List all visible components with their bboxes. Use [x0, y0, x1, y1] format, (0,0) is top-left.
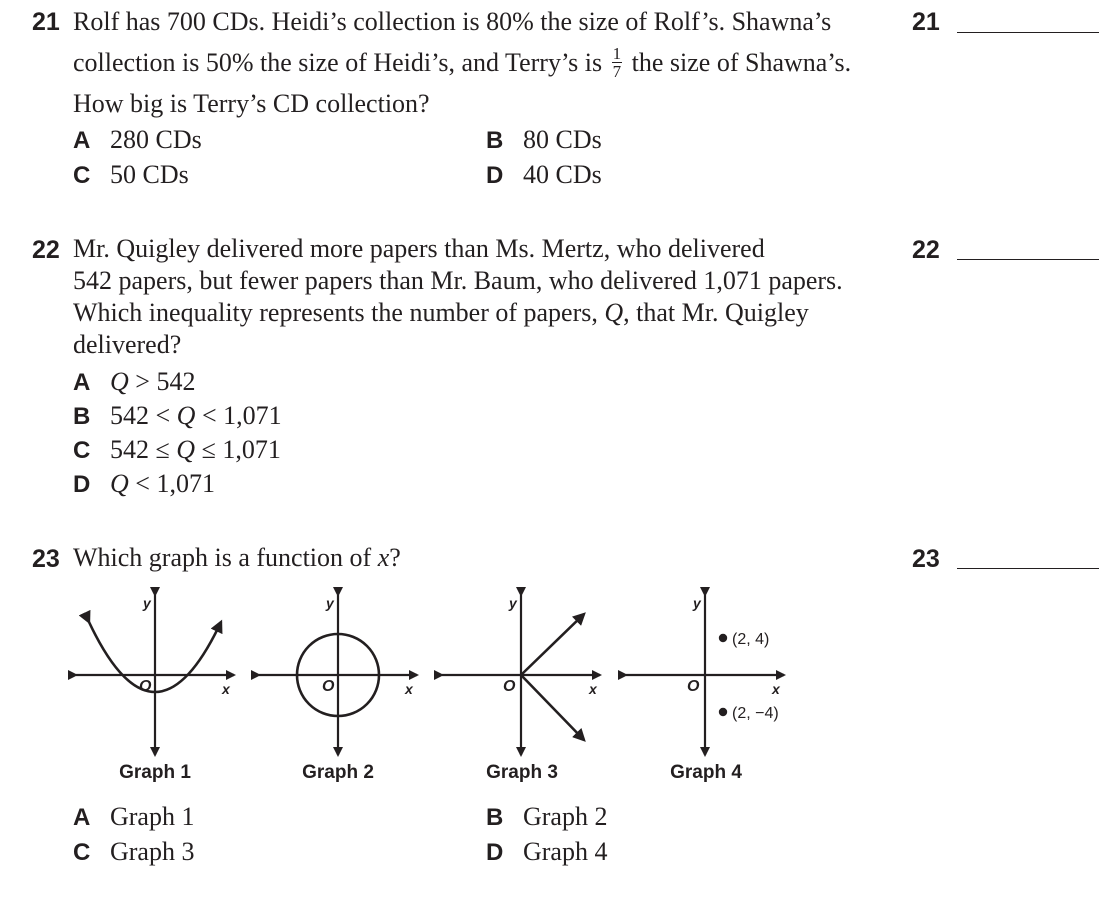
question-23-choice-c[interactable] — [73, 837, 194, 867]
question-22-choice-a[interactable] — [73, 367, 195, 397]
choice-post: ≤ 1,071 — [195, 435, 281, 464]
question-21-stem-text-b: the size of Shawna’s. — [631, 48, 852, 77]
question-23-choice-b[interactable] — [486, 802, 607, 832]
graph-4-origin-label: O — [687, 678, 700, 695]
choice-text: Graph 3 — [110, 837, 195, 866]
choice-letter: B — [486, 804, 504, 831]
variable-x: x — [377, 543, 390, 572]
graph-4-point-lower — [719, 708, 727, 716]
choice-letter: B — [73, 403, 91, 430]
question-23-number: 23 — [32, 545, 60, 573]
answer-number-21: 21 — [912, 8, 940, 36]
choice-var: Q — [110, 367, 129, 396]
choice-letter: A — [73, 804, 91, 831]
choice-post: < 1,071 — [195, 401, 282, 430]
choice-text: 40 CDs — [523, 160, 602, 189]
choice-letter: A — [73, 369, 91, 396]
graph-3-plot — [442, 595, 600, 755]
question-22-stem-line-4: delivered? — [73, 330, 182, 359]
question-22-choice-b[interactable] — [73, 401, 282, 431]
question-22-number: 22 — [32, 236, 60, 264]
question-22-stem-text-a: Which inequality represents the number of papers, — [73, 298, 598, 327]
answer-line-21[interactable] — [957, 32, 1099, 33]
graph-2-label: Graph 2 — [302, 762, 374, 783]
graph-2-y-label: y — [326, 595, 334, 611]
graph-2-plot — [259, 595, 417, 755]
question-21-stem-line-3: How big is Terry’s CD collection? — [73, 89, 430, 118]
choice-letter: D — [486, 162, 504, 189]
variable-q: Q — [604, 298, 624, 327]
question-21-choice-d[interactable] — [486, 160, 602, 190]
choice-letter: A — [73, 127, 91, 154]
graph-1-y-label: y — [143, 595, 151, 611]
graph-2-x-label: x — [405, 681, 413, 697]
question-21-choice-a[interactable] — [73, 125, 202, 155]
question-23-choice-a[interactable] — [73, 802, 194, 832]
graph-3-label: Graph 3 — [486, 762, 558, 783]
choice-var: Q — [110, 469, 129, 498]
graph-2-origin-label: O — [322, 678, 335, 695]
choice-text: Graph 1 — [110, 802, 195, 831]
graph-4-label: Graph 4 — [670, 762, 742, 783]
choice-post: > 542 — [128, 367, 196, 396]
question-22-choice-d[interactable] — [73, 469, 215, 499]
graph-4-plot — [626, 595, 784, 755]
question-22-stem-line-1: Mr. Quigley delivered more papers than Ms. Mertz, who delivered — [73, 234, 765, 263]
question-23-choice-d[interactable] — [486, 837, 607, 867]
graph-1-origin-label: O — [139, 678, 152, 695]
choice-letter: D — [73, 471, 91, 498]
question-22-stem-text-b: , that Mr. Quigley — [623, 298, 809, 327]
question-23-stem-text-a: Which graph is a function of — [73, 543, 378, 572]
choice-letter: C — [73, 162, 91, 189]
question-21-choice-c[interactable] — [73, 160, 189, 190]
answer-number-22: 22 — [912, 236, 940, 264]
fraction-one-seventh — [612, 45, 623, 80]
choice-text: 80 CDs — [523, 125, 602, 154]
graph-4-x-label: x — [772, 681, 780, 697]
graph-3-lower-ray — [521, 675, 584, 740]
graph-4-y-label: y — [693, 595, 701, 611]
question-22-choice-c[interactable] — [73, 435, 281, 465]
fraction-numerator: 1 — [612, 43, 622, 63]
question-23-graphs — [0, 585, 820, 770]
question-23-stem-text-b: ? — [389, 543, 401, 572]
choice-text: 280 CDs — [110, 125, 202, 154]
choice-letter: D — [486, 839, 504, 866]
question-23-stem — [73, 542, 401, 575]
choice-pre: 542 < — [110, 401, 177, 430]
choice-text: Graph 4 — [523, 837, 608, 866]
question-22-stem-line-2: 542 papers, but fewer papers than Mr. Baum, who delivered 1,071 papers. — [73, 266, 843, 295]
graph-1-plot — [76, 595, 234, 755]
graph-4-point-lower-label: (2, −4) — [732, 705, 779, 722]
question-21-stem-text-a: collection is 50% the size of Heidi’s, and Terry’s is — [73, 48, 603, 77]
answer-number-23: 23 — [912, 545, 940, 573]
graph-3-y-label: y — [509, 595, 517, 611]
graph-3-x-label: x — [589, 681, 597, 697]
question-22-stem-line-3 — [73, 297, 809, 330]
choice-text: Graph 2 — [523, 802, 608, 831]
question-21-number: 21 — [32, 8, 60, 36]
answer-line-22[interactable] — [957, 259, 1099, 260]
graph-4-point-upper-label: (2, 4) — [732, 631, 770, 648]
choice-var: Q — [176, 401, 196, 430]
question-21-stem-line-1: Rolf has 700 CDs. Heidi’s collection is 80% the size of Rolf’s. Shawna’s — [73, 7, 832, 36]
choice-letter: C — [73, 839, 91, 866]
question-21-choice-b[interactable] — [486, 125, 602, 155]
graph-1-x-label: x — [222, 681, 230, 697]
graph-3-origin-label: O — [503, 678, 516, 695]
choice-var: Q — [176, 435, 196, 464]
graph-1-label: Graph 1 — [119, 762, 191, 783]
choice-text: 50 CDs — [110, 160, 189, 189]
question-21-stem-line-2 — [73, 43, 852, 83]
choice-pre: 542 ≤ — [110, 435, 177, 464]
graph-3-upper-ray — [521, 614, 584, 675]
choice-post: < 1,071 — [128, 469, 215, 498]
choice-letter: B — [486, 127, 504, 154]
fraction-denominator: 7 — [612, 61, 622, 81]
graph-4-point-upper — [719, 634, 727, 642]
answer-line-23[interactable] — [957, 568, 1099, 569]
choice-letter: C — [73, 437, 91, 464]
